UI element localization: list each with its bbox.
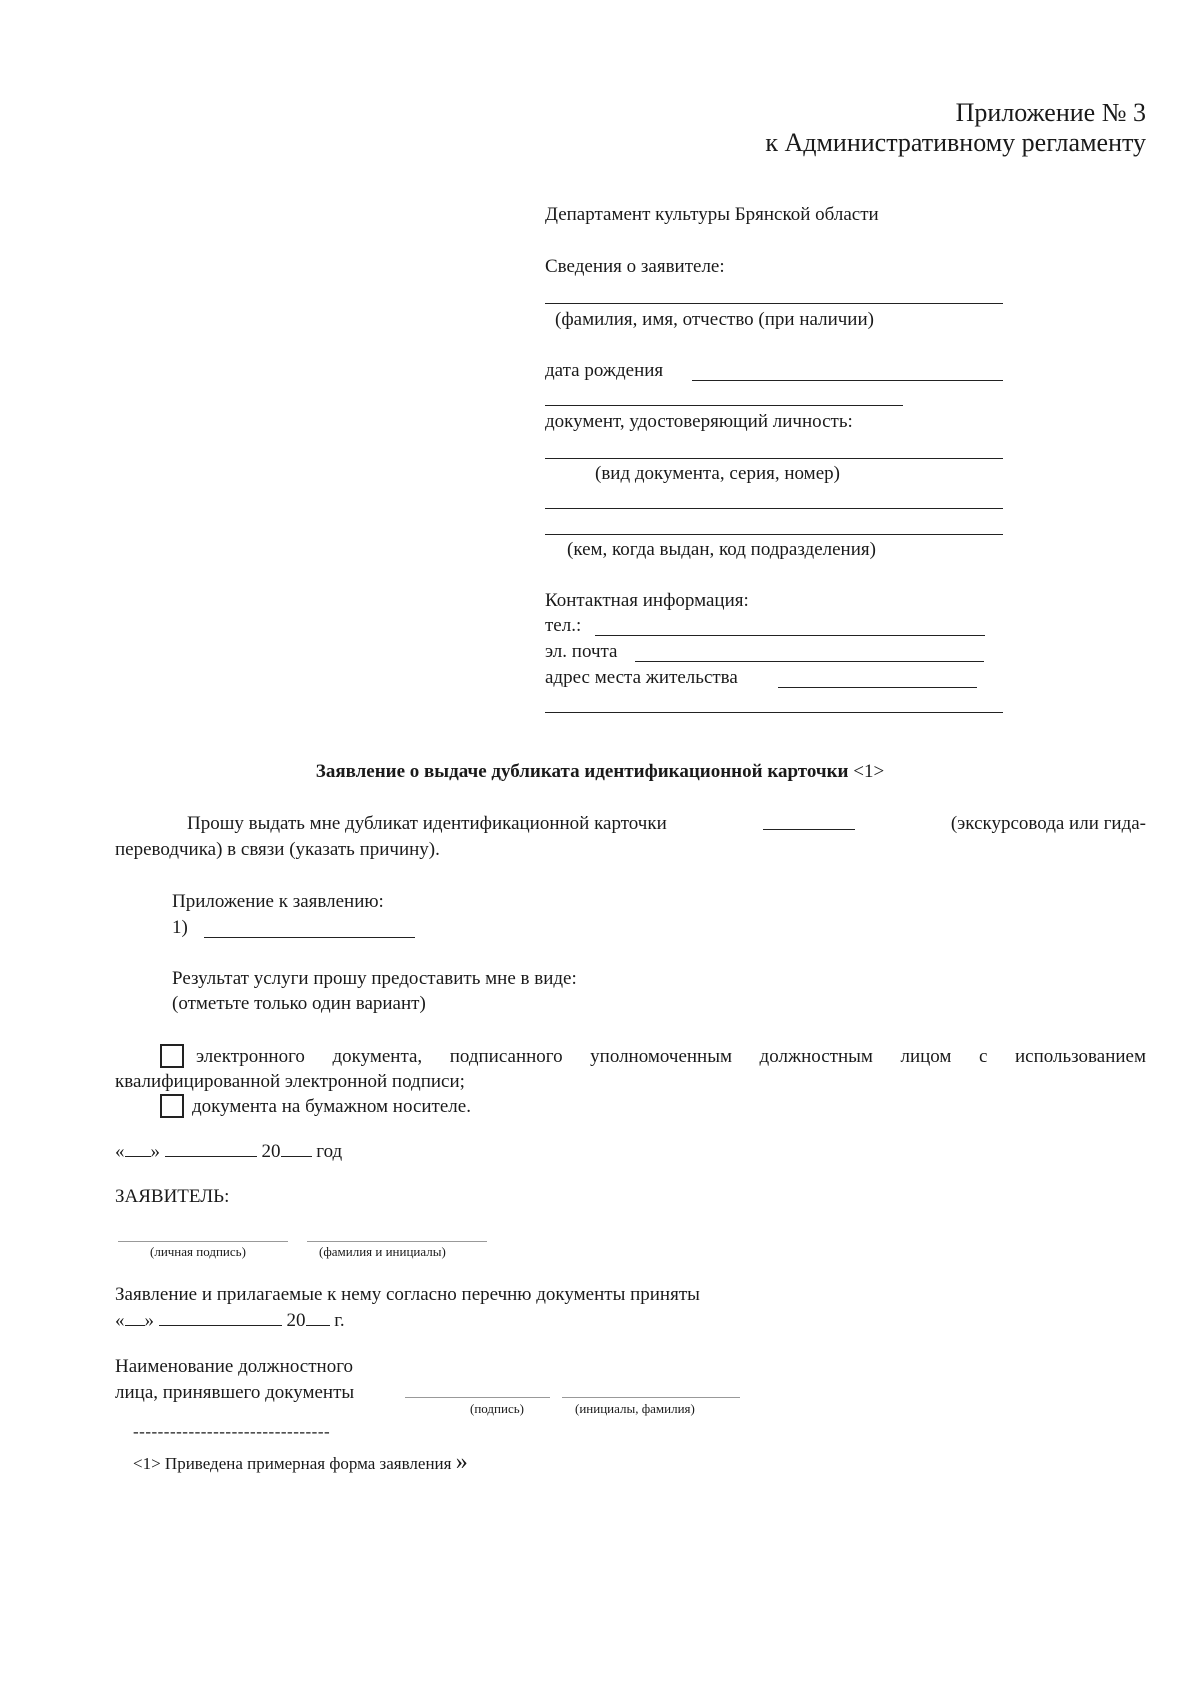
footnote-text xyxy=(133,1450,468,1476)
paper-option-checkbox[interactable] xyxy=(160,1094,184,1118)
acceptance-date xyxy=(115,1308,345,1333)
electronic-option-checkbox[interactable] xyxy=(160,1044,184,1068)
application-title xyxy=(0,760,1200,784)
acceptance-day-field[interactable] xyxy=(125,1308,145,1326)
personal-signature-caption: (личная подпись) xyxy=(150,1244,246,1259)
address-extra-field-line[interactable] xyxy=(545,712,1003,713)
issued-caption: (кем, когда выдан, код подразделения) xyxy=(567,539,876,560)
date-month-field[interactable] xyxy=(165,1139,257,1157)
birth-date-label: дата рождения xyxy=(545,360,664,381)
id-document-label: документ, удостоверяющий личность: xyxy=(545,411,853,432)
footnote-separator: -------------------------------- xyxy=(133,1422,331,1441)
fio-caption: (фамилия, имя, отчество (при наличии) xyxy=(555,309,874,330)
guide-type-field[interactable] xyxy=(763,812,855,830)
name-initials-caption: (фамилия и инициалы) xyxy=(319,1244,446,1259)
acceptance-year-suffix: г. xyxy=(334,1310,345,1331)
date-close-quote: » xyxy=(150,1141,160,1162)
birth-place-field-line[interactable] xyxy=(545,405,903,406)
phone-field-line[interactable] xyxy=(595,635,985,636)
email-label: эл. почта xyxy=(545,641,618,662)
application-title-note: <1> xyxy=(853,761,885,782)
acceptance-month-field[interactable] xyxy=(159,1308,282,1326)
official-label-line2: лица, принявшего документы xyxy=(115,1382,355,1403)
personal-signature-line[interactable] xyxy=(118,1241,288,1242)
address-label: адрес места жительства xyxy=(545,667,738,688)
official-initials-line[interactable] xyxy=(562,1397,740,1398)
address-field-line[interactable] xyxy=(778,687,977,688)
date-year-prefix: 20 xyxy=(261,1141,281,1162)
option-paper: документа на бумажном носителе. xyxy=(192,1096,471,1117)
official-signature-caption: (подпись) xyxy=(470,1401,524,1416)
acceptance-year-prefix: 20 xyxy=(286,1310,306,1331)
appendix-regulation: к Административному регламенту xyxy=(765,128,1146,157)
name-initials-line[interactable] xyxy=(307,1241,487,1242)
date-open-quote: « xyxy=(115,1141,125,1162)
body-line-2: переводчика) в связи (указать причину). xyxy=(115,839,440,860)
acceptance-close-quote: » xyxy=(144,1310,154,1331)
footnote-closing-quote: » xyxy=(455,1449,468,1475)
appendix-number: Приложение № 3 xyxy=(955,98,1146,127)
birth-date-field-line[interactable] xyxy=(692,380,1003,381)
email-field-line[interactable] xyxy=(635,661,984,662)
attachment-1-number: 1) xyxy=(172,917,188,938)
option-electronic-line1: электронного документа, подписанного уполномоченным должностным лицом с использованием xyxy=(196,1046,1146,1067)
department-name: Департамент культуры Брянской области xyxy=(545,204,879,225)
application-date xyxy=(115,1139,342,1164)
attachments-label: Приложение к заявлению: xyxy=(172,891,384,912)
official-signature-line[interactable] xyxy=(405,1397,550,1398)
body-text-part1: Прошу выдать мне дубликат идентификационной карточки xyxy=(187,813,667,834)
acceptance-open-quote: « xyxy=(115,1310,125,1331)
doc-type-caption: (вид документа, серия, номер) xyxy=(595,463,840,484)
date-year-field[interactable] xyxy=(281,1139,312,1157)
footnote-note: <1> Приведена примерная форма заявления xyxy=(133,1454,452,1473)
issued-field-line[interactable] xyxy=(545,534,1003,535)
body-text-part2: (экскурсовода или гида- xyxy=(950,813,1146,834)
application-title-text: Заявление о выдаче дубликата идентификационной карточки xyxy=(315,761,849,782)
id-document-field-line[interactable] xyxy=(545,458,1003,459)
result-label: Результат услуги прошу предоставить мне в виде: xyxy=(172,968,577,989)
body-line-1 xyxy=(187,812,1146,836)
doc-details-field-line[interactable] xyxy=(545,508,1003,509)
accepted-text: Заявление и прилагаемые к нему согласно перечню документы приняты xyxy=(115,1284,700,1305)
applicant-label: ЗАЯВИТЕЛЬ: xyxy=(115,1186,230,1207)
date-day-field[interactable] xyxy=(125,1139,151,1157)
official-initials-caption: (инициалы, фамилия) xyxy=(575,1401,695,1416)
official-label-line1: Наименование должностного xyxy=(115,1356,354,1377)
contact-label: Контактная информация: xyxy=(545,590,749,611)
option-electronic-line2: квалифицированной электронной подписи; xyxy=(115,1071,465,1092)
fio-field-line[interactable] xyxy=(545,303,1003,304)
phone-label: тел.: xyxy=(545,615,582,636)
acceptance-year-field[interactable] xyxy=(306,1308,330,1326)
date-year-suffix: год xyxy=(316,1141,343,1162)
applicant-info-label: Сведения о заявителе: xyxy=(545,256,725,277)
result-hint: (отметьте только один вариант) xyxy=(172,993,426,1014)
attachment-1-field-line[interactable] xyxy=(204,937,415,938)
